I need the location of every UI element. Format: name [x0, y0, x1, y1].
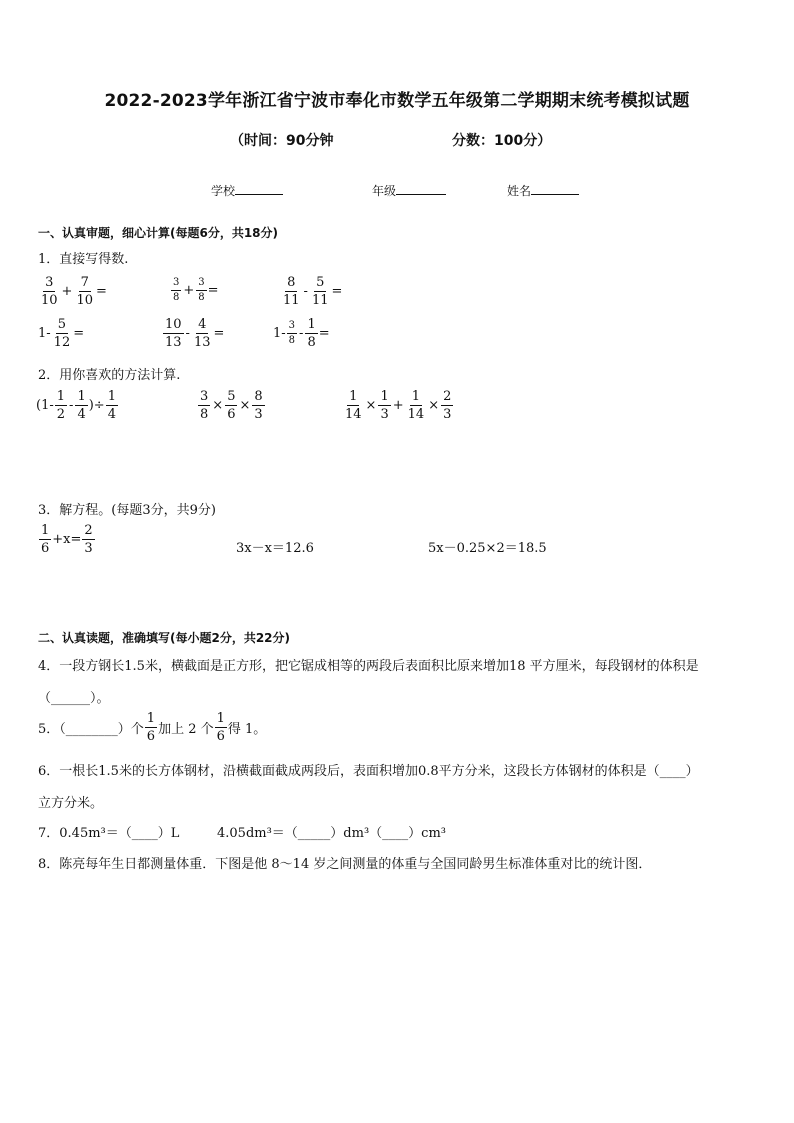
fraction: $\frac{1}{6}$ — [216, 711, 225, 744]
q1-prompt: 1．直接写得数. — [38, 252, 129, 267]
fraction: $\frac{7}{10}$ — [76, 275, 93, 308]
q3-equation-2: 3x－x＝12.6 — [236, 541, 314, 556]
q5-answer-blank[interactable]: 5．（________）个 — [38, 722, 144, 737]
grade-field — [372, 182, 446, 199]
fraction: $\frac{1}{14}$ — [407, 389, 425, 422]
q1-item-6: 1- $\frac{3}{8}$ - $\frac{1}{8}$ = — [273, 317, 330, 350]
fraction: $\frac{1}{14}$ — [345, 389, 362, 422]
fraction: $\frac{3}{8}$ — [198, 277, 205, 303]
q4-answer-blank[interactable]: （______）。 — [38, 691, 110, 706]
fraction: $\frac{3}{8}$ — [200, 389, 209, 422]
grade-label: 年级 — [372, 184, 397, 198]
q7-part-a: 7．0.45m³＝（____）L — [38, 826, 180, 841]
fraction: $\frac{8}{11}$ — [283, 275, 300, 308]
school-blank[interactable] — [235, 182, 283, 195]
fraction: $\frac{5}{11}$ — [311, 275, 329, 308]
school-label: 学校 — [211, 184, 236, 198]
fraction: $\frac{1}{6}$ — [146, 711, 156, 744]
fraction: $\frac{5}{6}$ — [227, 389, 236, 422]
fraction: $\frac{1}{4}$ — [107, 389, 116, 422]
section2-title: 二、认真读题，准确填写(每小题2分，共22分) — [38, 631, 291, 645]
q5-text: 5．（________）个 $\frac{1}{6}$ 加上 2 个 $\frac{1}{6}$ 得 1。 — [38, 711, 267, 744]
fraction: $\frac{1}{2}$ — [56, 389, 66, 422]
fraction: $\frac{1}{6}$ — [41, 523, 50, 556]
q3-prompt: 3．解方程。(每题3分，共9分) — [38, 503, 216, 518]
fraction: $\frac{2}{3}$ — [443, 389, 452, 422]
q2-expr-2: $\frac{3}{8}$ × $\frac{5}{6}$ × $\frac{8}{3}$ — [200, 389, 263, 422]
name-label: 姓名 — [507, 184, 532, 198]
name-blank[interactable] — [531, 182, 579, 195]
fraction: $\frac{3}{8}$ — [288, 320, 296, 346]
fraction: $\frac{3}{10}$ — [41, 275, 58, 308]
fraction: $\frac{1}{8}$ — [307, 317, 316, 350]
fraction: $\frac{10}{13}$ — [165, 317, 182, 350]
fraction: $\frac{2}{3}$ — [84, 523, 93, 556]
q1-item-3: $\frac{8}{11}$ - $\frac{5}{11}$ = — [283, 275, 343, 308]
grade-blank[interactable] — [396, 182, 446, 195]
q1-item-1: $\frac{3}{10}$ + $\frac{7}{10}$ = — [41, 275, 107, 308]
q1-item-5: $\frac{10}{13}$ - $\frac{4}{13}$ = — [165, 317, 225, 350]
q3-equation-3: 5x－0.25×2＝18.5 — [428, 541, 547, 556]
q4-text: 4．一段方钢长1.5米，横截面是正方形，把它锯成相等的两段后表面积比原来增加18 平方厘米，每段钢材的体积是 — [38, 659, 699, 674]
q7-part-b: 4.05dm³＝（_____）dm³（____）cm³ — [217, 826, 446, 841]
exam-score: 分数：100分） — [452, 133, 552, 149]
q2-expr-1: (1- $\frac{1}{2}$ - $\frac{1}{4}$ )÷ $\frac{1}{4}$ — [36, 389, 116, 422]
q3-equation-1: $\frac{1}{6}$ +x= $\frac{2}{3}$ — [41, 523, 93, 556]
section1-title: 一、认真审题，细心计算(每题6分，共18分) — [38, 226, 279, 240]
page-title: 2022-2023学年浙江省宁波市奉化市数学五年级第二学期期末统考模拟试题 — [104, 91, 690, 111]
exam-time: （时间：90分钟 — [230, 133, 334, 149]
fraction: $\frac{4}{13}$ — [193, 317, 211, 350]
q1-item-2: $\frac{3}{8}$ + $\frac{3}{8}$ = — [173, 277, 219, 303]
q8-text: 8．陈亮每年生日都测量体重．下图是他 8～14 岁之间测量的体重与全国同龄男生标准体重对比的统计图． — [38, 857, 652, 872]
fraction: $\frac{3}{8}$ — [173, 277, 180, 303]
fraction: $\frac{1}{3}$ — [380, 389, 389, 422]
q1-item-4: 1- $\frac{5}{12}$ = — [38, 317, 85, 350]
name-field — [507, 182, 579, 199]
q2-expr-3: $\frac{1}{14}$ × $\frac{1}{3}$ + $\frac{1}{14}$ × $\frac{2}{3}$ — [345, 389, 452, 422]
q2-prompt: 2．用你喜欢的方法计算. — [38, 368, 181, 383]
school-field — [211, 182, 283, 199]
q6-text: 6．一根长1.5米的长方体钢材，沿横截面截成两段后，表面积增加0.8平方分米，这段长方体钢材的体积是（____） — [38, 764, 699, 779]
fraction: $\frac{8}{3}$ — [254, 389, 263, 422]
fraction: $\frac{5}{12}$ — [53, 317, 71, 350]
q6-text-cont: 立方分米。 — [38, 796, 104, 811]
fraction: $\frac{1}{4}$ — [77, 389, 86, 422]
